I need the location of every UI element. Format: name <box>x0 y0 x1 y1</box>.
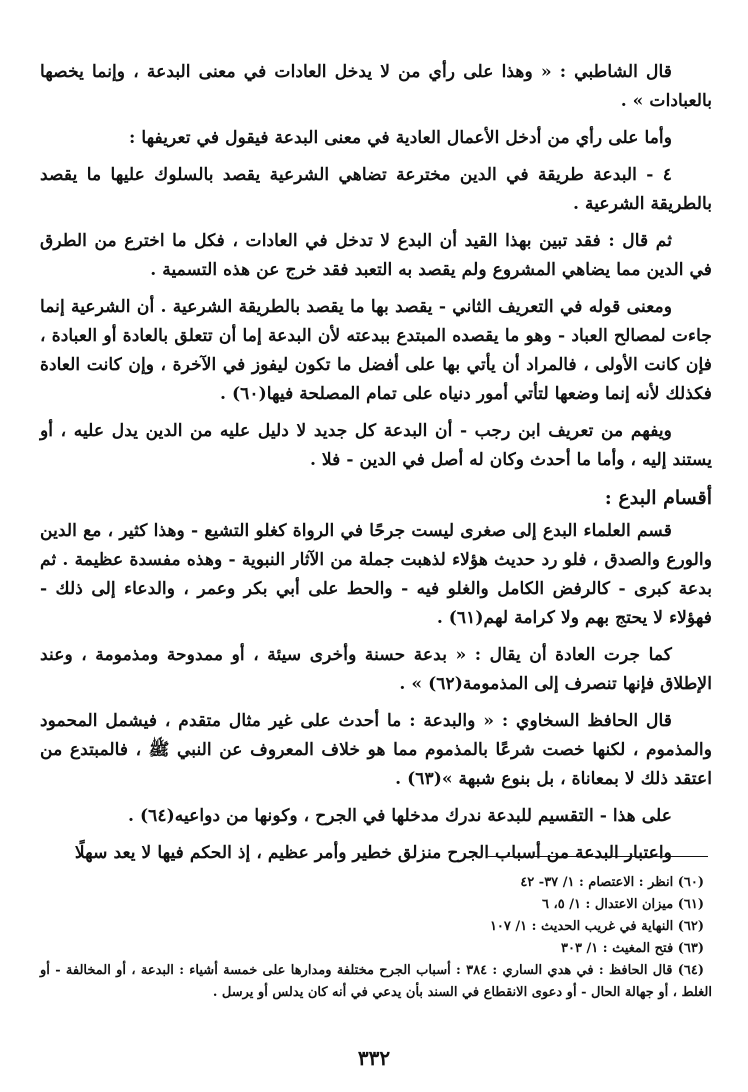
footnote-62: (٦٢) النهاية في غريب الحديث : ١/ ١٠٧ <box>489 919 704 934</box>
footnote-60: (٦٠) انظر : الاعتصام : ١/ ٣٧- ٤٢ <box>520 875 704 890</box>
page-number: ٣٣٢ <box>357 1046 391 1070</box>
paragraph-bidah-division: قسم العلماء البدع إلى صغرى ليست جرحًا في الرواة كغلو التشيع - وهذا كثير ، مع الدين والورع والصدق ، فلو رد حديث هؤلاء لذهبت جملة من الآثار النبوية - وهذه مفسدة عظيمة . ثم بدعة كبرى - كالرفض الكامل والغلو فيه - والحط على أبي بكر وعمر ، والدعاء إلى ذلك - فهؤلاء لا يحتج بهم ولا كرامة لهم(٦١) . <box>40 521 712 628</box>
paragraph-definition-4: ٤ - البدعة طريقة في الدين مخترعة تضاهي الشرعية يقصد بالسلوك عليها ما يقصد بالطريقة الشرعية . <box>40 165 712 214</box>
paragraph-meaning: ومعنى قوله في التعريف الثاني - يقصد بها ما يقصد بالطريقة الشرعية . أن الشرعية إنما جاءت لمصالح العباد - وهو ما يقصده المبتدع ببدعته لأن البدعة إما أن تتعلق بالعادة أو العبادة ، فإن كانت الأولى ، فالمراد أن يأتي بها على أفضل ما تكون ليفوز في الآخرة ، وإن كانت العادة فكذلك لأنه إنما وضعها لتأتي أمور دنياه على تمام المصلحة فيها(٦٠) . <box>40 297 712 404</box>
footnote-61: (٦١) ميزان الاعتدال : ١/ ٥، ٦ <box>542 897 704 912</box>
paragraph-shatibi-quote: قال الشاطبي : « وهذا على رأي من لا يدخل العادات في معنى البدعة ، وإنما يخصها بالعبادات » . <box>40 62 712 111</box>
footnote-63: (٦٣) فتح المغيث : ١/ ٣٠٣ <box>561 941 704 956</box>
paragraph-then-said: ثم قال : فقد تبين بهذا القيد أن البدع لا تدخل في العادات ، فكل ما اخترع من الطرق في الدين مما يضاهي المشروع ولم يقصد به التعبد فقد خرج عن هذه التسمية . <box>40 231 712 280</box>
paragraph-definition-intro: وأما على رأي من أدخل الأعمال العادية في معنى البدعة فيقول في تعريفها : <box>129 128 672 148</box>
paragraph-on-this: على هذا - التقسيم للبدعة ندرك مدخلها في الجرح ، وكونها من دواعيه(٦٤) . <box>128 806 672 826</box>
paragraph-custom: كما جرت العادة أن يقال : « بدعة حسنة وأخرى سيئة ، أو ممدوحة ومذمومة ، وعند الإطلاق فإنها تنصرف إلى المذمومة(٦٢) » . <box>40 645 712 694</box>
paragraph-sakhawi: قال الحافظ السخاوي : « والبدعة : ما أحدث على غير مثال متقدم ، فيشمل المحمود والمذموم ، لكنها خصت شرعًا بالمذموم مما هو خلاف المعروف عن النبي ﷺ ، فالمبتدع من اعتقد ذلك لا بمعاناة ، بل بنوع شبهة »(٦٣) . <box>40 711 712 789</box>
footnote-64: (٦٤) قال الحافظ : في هدي الساري : ٣٨٤ : أسباب الجرح مختلفة ومدارها على خمسة أشياء : البدعة ، أو المخالفة - أو الغلط ، أو جهالة الحال - أو دعوى الانقطاع في السند بأن يدعي في أنه كان يدلس أو يرسل . <box>40 963 712 1000</box>
footnotes <box>40 872 712 1004</box>
paragraph-consideration: واعتبار البدعة من أسباب الجرح منزلق خطير وأمر عظيم ، إذ الحكم فيها لا يعد سهلًا <box>74 843 672 863</box>
footnote-divider <box>488 856 708 857</box>
paragraph-ibn-rajab: ويفهم من تعريف ابن رجب - أن البدعة كل جديد لا دليل عليه من الدين يدل عليه ، أو يستند إليه ، وأما ما أحدث وكان له أصل في الدين - فلا . <box>40 421 712 470</box>
page-body <box>40 58 712 876</box>
section-heading: أقسام البدع : <box>604 487 712 509</box>
